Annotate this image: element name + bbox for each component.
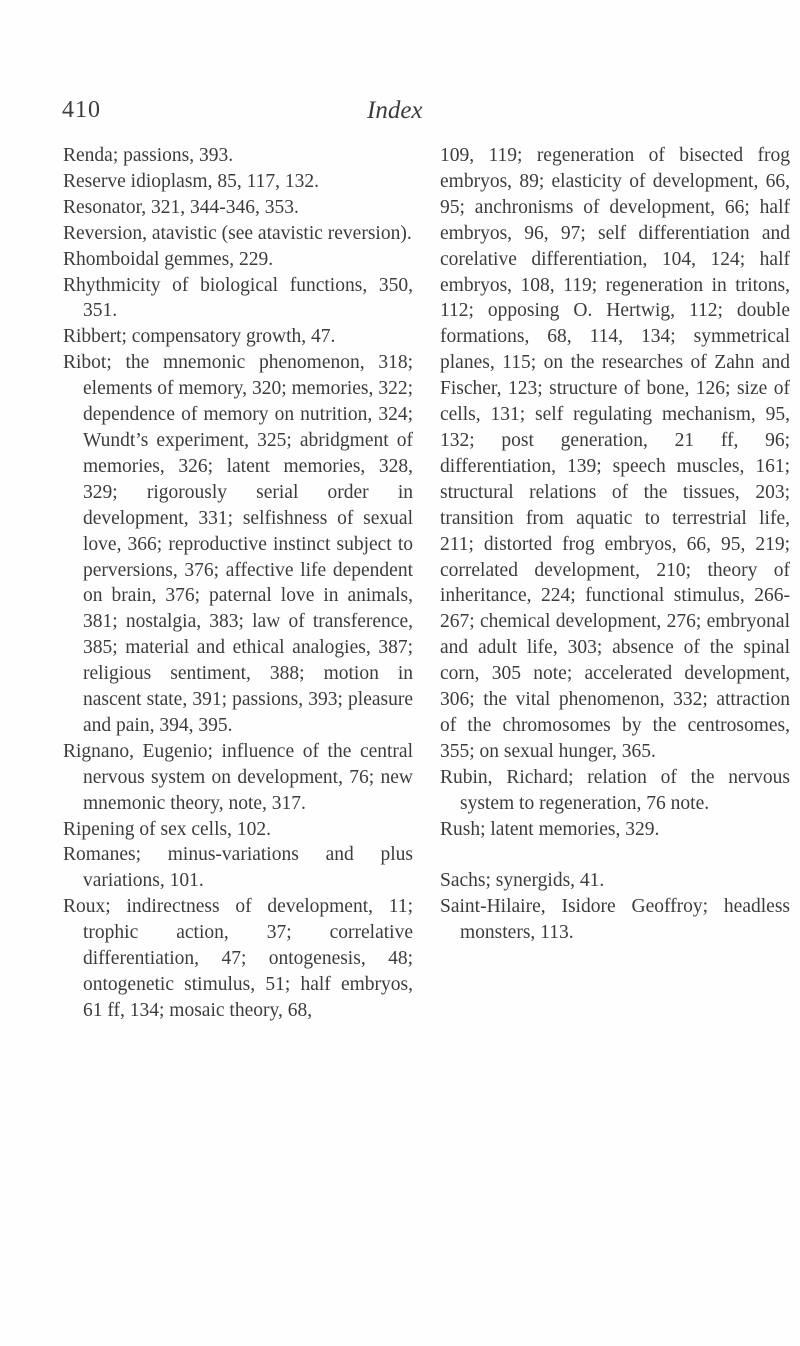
left-column [63,143,413,1024]
index-entry-renda: Renda; passions, 393. [63,145,234,166]
index-entry-rignano: Rignano, Eugenio; influence of the central nervous system on development, 76; new mnemonic theory, note, 317. [63,740,413,814]
index-entry-ribot: Ribot; the mnemonic phenomenon, 318; elements of memory, 320; memories, 322; dependence of memory on nutrition, 324; Wundt’s experiment, 325; abridgment of memories, 326; latent memories, 328, 329; rigorously serial order in development, 331; selfishness of sexual love, 366; reproductive instinct subject to perversions, 376; affective life dependent on brain, 376; paternal love in animals, 381; nostalgia, 383; law of transference, 385; material and ethical analogies, 387; religious sentiment, 388; motion in nascent state, 391; passions, 393; pleasure and pain, 394, 395. [63,352,413,736]
index-entry-romanes: Romanes; minus-variations and plus variations, 101. [63,844,413,892]
index-entry-rush: Rush; latent memories, 329. [440,818,660,840]
index-entry-sachs: Sachs; synergids, 41. [440,870,605,892]
running-title: Index [367,97,423,124]
index-entry-rhythmicity: Rhythmicity of biological functions, 350, 351. [63,274,413,322]
index-entry-roux: Roux; indirectness of development, 11; trophic action, 37; correlative differentiation, 47; ontogenesis, 48; ontogenetic stimulus, 51; half embryos, 61 ff, 134; mosaic theory, 68, [63,896,413,1021]
index-entry-rhomboidal: Rhomboidal gemmes, 229. [63,248,274,270]
right-column [440,143,790,946]
page-number: 410 [62,97,101,123]
index-entry-ribbert: Ribbert; compensatory growth, 47. [63,326,336,348]
index-entry-reserve: Reserve idioplasm, 85, 117, 132. [63,170,319,192]
index-entry-saint-hilaire: Saint-Hilaire, Isidore Geoffroy; headless monsters, 113. [440,896,790,944]
index-entry-ripening: Ripening of sex cells, 102. [63,818,271,840]
page-header [62,97,482,133]
index-entry-resonator: Resonator, 321, 344-346, 353. [63,196,299,218]
index-entry-roux-continued: 109, 119; regeneration of bisected frog embryos, 89; elasticity of development, 66, 95; anchronisms of development, 66; half embryos, 96, 97; self differentiation and corelative differentiation, 104, 124; half embryos, 108, 119; regeneration in tritons, 112; opposing O. Hertwig, 112; double formations, 68, 114, 134; symmetrical planes, 115; on the researches of Zahn and Fischer, 123; structure of bone, 126; size of cells, 131; self regulating mechanism, 95, 132; post generation, 21 ff, 96; differentiation, 139; speech muscles, 161; structural relations of the tissues, 203; transition from aquatic to terrestrial life, 211; distorted frog embryos, 66, 95, 219; correlated development, 210; theory of inheritance, 224; functional stimulus, 266-267; chemical development, 276; embryonal and adult life, 303; absence of the spinal corn, 305 note; accelerated development, 306; the vital phenomenon, 332; attraction of the chromosomes by the centrosomes, 355; on sexual hunger, 365. [440,145,790,762]
index-entry-reversion: Reversion, atavistic (see atavistic reversion). [63,222,412,244]
index-entry-rubin: Rubin, Richard; relation of the nervous system to regeneration, 76 note. [440,766,790,814]
